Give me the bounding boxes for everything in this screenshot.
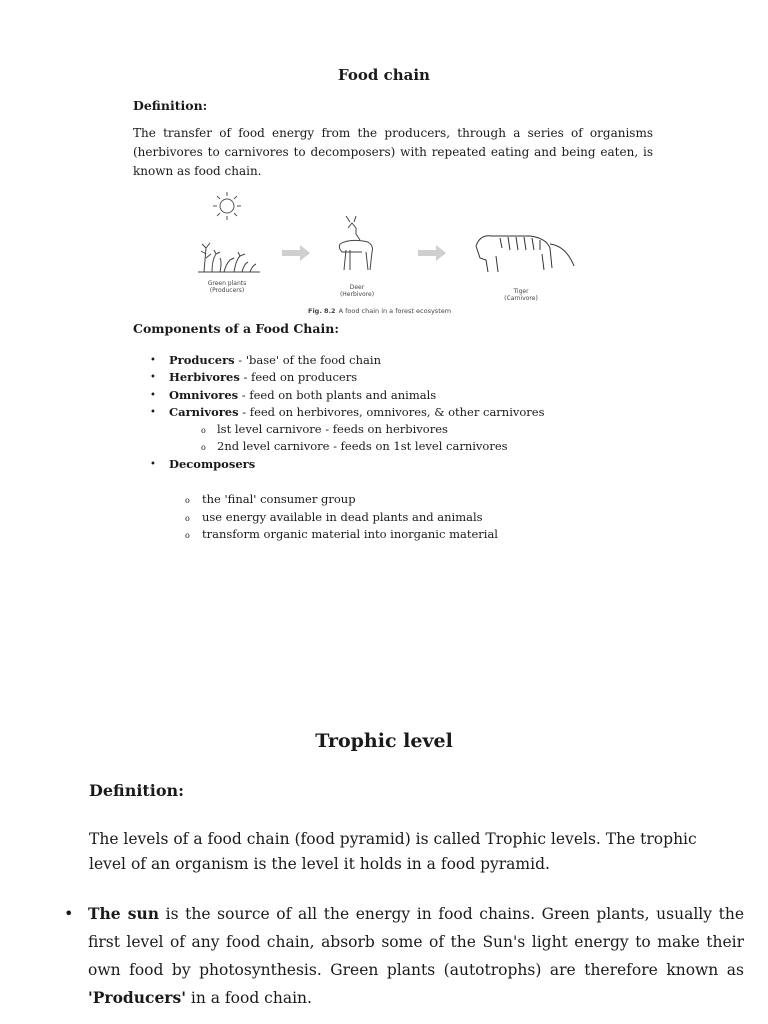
list-item: o use energy available in dead plants and animals xyxy=(182,509,642,527)
list-item: • Omnivores - feed on both plants and animals xyxy=(150,387,650,404)
components-list xyxy=(150,352,650,473)
bullet-icon: • xyxy=(64,904,74,923)
list-item: • Producers - 'base' of the food chain xyxy=(150,352,650,369)
list-item: o lst level carnivore - feeds on herbivores xyxy=(201,421,650,438)
list-item: o the 'final' consumer group xyxy=(182,491,642,509)
list-item: • Carnivores - feed on herbivores, omnivores, & other carnivores o lst level carnivore - feeds on herbivores o 2nd level carnivore - feeds on 1st level carnivores xyxy=(150,404,650,456)
figure-label-producers: Green plants (Producers) xyxy=(207,280,247,294)
food-chain-figure xyxy=(190,188,590,318)
trophic-level-definition-heading: Definition: xyxy=(89,781,185,800)
figure-label-herbivore: Deer (Herbivore) xyxy=(339,284,375,298)
figure-caption: Fig. 8.2 A food chain in a forest ecosystem xyxy=(308,307,452,315)
plant-icon xyxy=(198,243,260,272)
tiger-icon xyxy=(476,236,574,272)
figure-label-carnivore: Tiger (Carnivore) xyxy=(504,288,538,302)
food-chain-definition-heading: Definition: xyxy=(133,98,208,113)
components-heading: Components of a Food Chain: xyxy=(133,321,339,336)
trophic-level-title: Trophic level xyxy=(315,730,453,752)
arrow-icon xyxy=(418,245,446,261)
decomposers-list xyxy=(182,491,642,544)
arrow-icon xyxy=(282,245,310,261)
deer-icon xyxy=(339,216,372,270)
list-item: • Herbivores - feed on producers xyxy=(150,369,650,386)
list-item: o transform organic material into inorganic material xyxy=(182,526,642,544)
list-item: • Decomposers xyxy=(150,456,650,473)
food-chain-title: Food chain xyxy=(338,66,430,84)
carnivore-levels-list xyxy=(169,421,650,456)
sun-energy-bullet: • The sun is the source of all the energy in food chains. Green plants, usually the first level of any food chain, absorb some of the Sun's light energy to make their own food by photosynthesis. Green plants (autotrophs) are therefore known as 'Producers' in a food chain. xyxy=(64,900,744,1012)
list-item: o 2nd level carnivore - feeds on 1st level carnivores xyxy=(201,438,650,455)
food-chain-definition-text: The transfer of food energy from the producers, through a series of organisms (herbivores to carnivores to decomposers) with repeated eating and being eaten, is known as food chain. xyxy=(133,126,653,178)
trophic-level-definition-text: The levels of a food chain (food pyramid) is called Trophic levels. The trophic level of an organism is the level it holds in a food pyramid. xyxy=(89,830,697,873)
sun-icon xyxy=(213,192,241,220)
